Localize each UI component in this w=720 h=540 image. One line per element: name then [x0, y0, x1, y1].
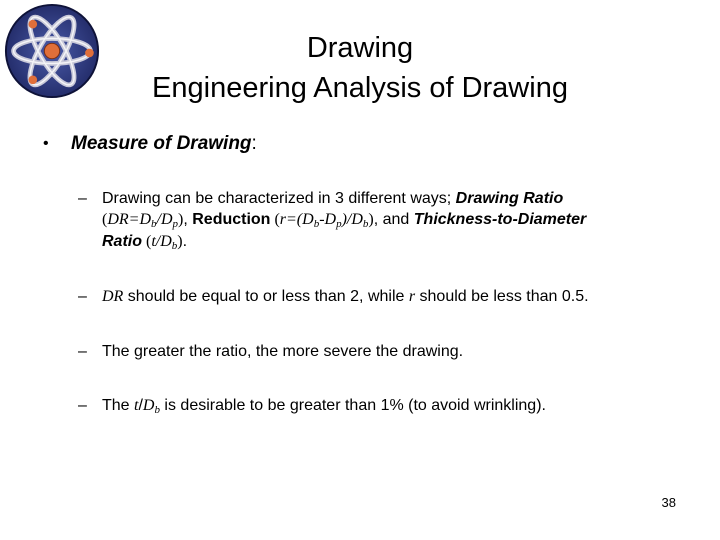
- subscript: b: [362, 218, 369, 230]
- subscript: p: [336, 218, 342, 230]
- formula-paren: ): [177, 233, 183, 250]
- item-2: [102, 286, 589, 308]
- item-1-line-3: [102, 231, 187, 253]
- subscript: p: [172, 218, 179, 230]
- slide-title-line-2: Engineering Analysis of Drawing: [152, 72, 568, 104]
- text: The: [102, 397, 135, 414]
- text: is desirable to be greater than 1% (to avoid wrinkling).: [159, 397, 546, 414]
- text: ,: [183, 211, 193, 228]
- section-heading-text: Measure of Drawing: [71, 133, 252, 154]
- symbol-t: t: [134, 397, 139, 414]
- formula-paren: (: [270, 211, 280, 228]
- term-reduction: Reduction: [192, 211, 271, 228]
- formula-paren: ): [368, 211, 374, 228]
- formula-paren: (: [142, 233, 152, 250]
- item-4: [102, 395, 546, 417]
- dash-marker-1: –: [78, 190, 87, 207]
- slide-title-line-1: Drawing: [306, 32, 414, 64]
- dash-marker-4: –: [78, 397, 87, 414]
- formula-paren: (: [102, 211, 108, 228]
- text: Drawing can be characterized in 3 different ways;: [102, 190, 456, 207]
- formula-r: )/D: [341, 211, 363, 228]
- text: .: [182, 233, 188, 250]
- section-heading: [71, 131, 257, 157]
- text: should be less than 0.5.: [415, 288, 589, 305]
- item-3: [102, 341, 463, 363]
- bullet-marker: •: [43, 135, 49, 152]
- subscript: b: [154, 404, 160, 416]
- subscript: b: [313, 218, 320, 230]
- symbol-r: r: [408, 288, 416, 305]
- page-number: 38: [661, 495, 676, 510]
- item-1-line-2: [102, 209, 586, 231]
- term-drawing-ratio: Drawing Ratio: [455, 190, 564, 207]
- formula-r: -D: [319, 211, 337, 228]
- formula-dr: DR=D: [107, 211, 152, 228]
- formula-paren: ): [178, 211, 184, 228]
- formula-t: /D: [155, 233, 172, 250]
- text: The greater the ratio, the more severe the drawing.: [102, 343, 464, 360]
- item-1-line-1: [102, 188, 563, 210]
- symbol-d: D: [142, 397, 155, 414]
- subscript: b: [151, 218, 157, 230]
- symbol-dr: DR: [102, 288, 124, 305]
- dash-marker-2: –: [78, 288, 87, 305]
- text: should be equal to or less than 2, while: [123, 288, 409, 305]
- term-thickness-to-diameter: Thickness-to-Diameter: [413, 211, 587, 228]
- formula-r: r=(D: [279, 211, 314, 228]
- dash-marker-3: –: [78, 343, 87, 360]
- term-ratio: Ratio: [102, 233, 142, 250]
- formula-dr: /D: [156, 211, 173, 228]
- subscript: b: [171, 240, 178, 252]
- section-heading-colon: :: [251, 133, 257, 154]
- text: , and: [373, 211, 414, 228]
- symbol-slash: /: [138, 397, 143, 414]
- formula-t: t: [151, 233, 156, 250]
